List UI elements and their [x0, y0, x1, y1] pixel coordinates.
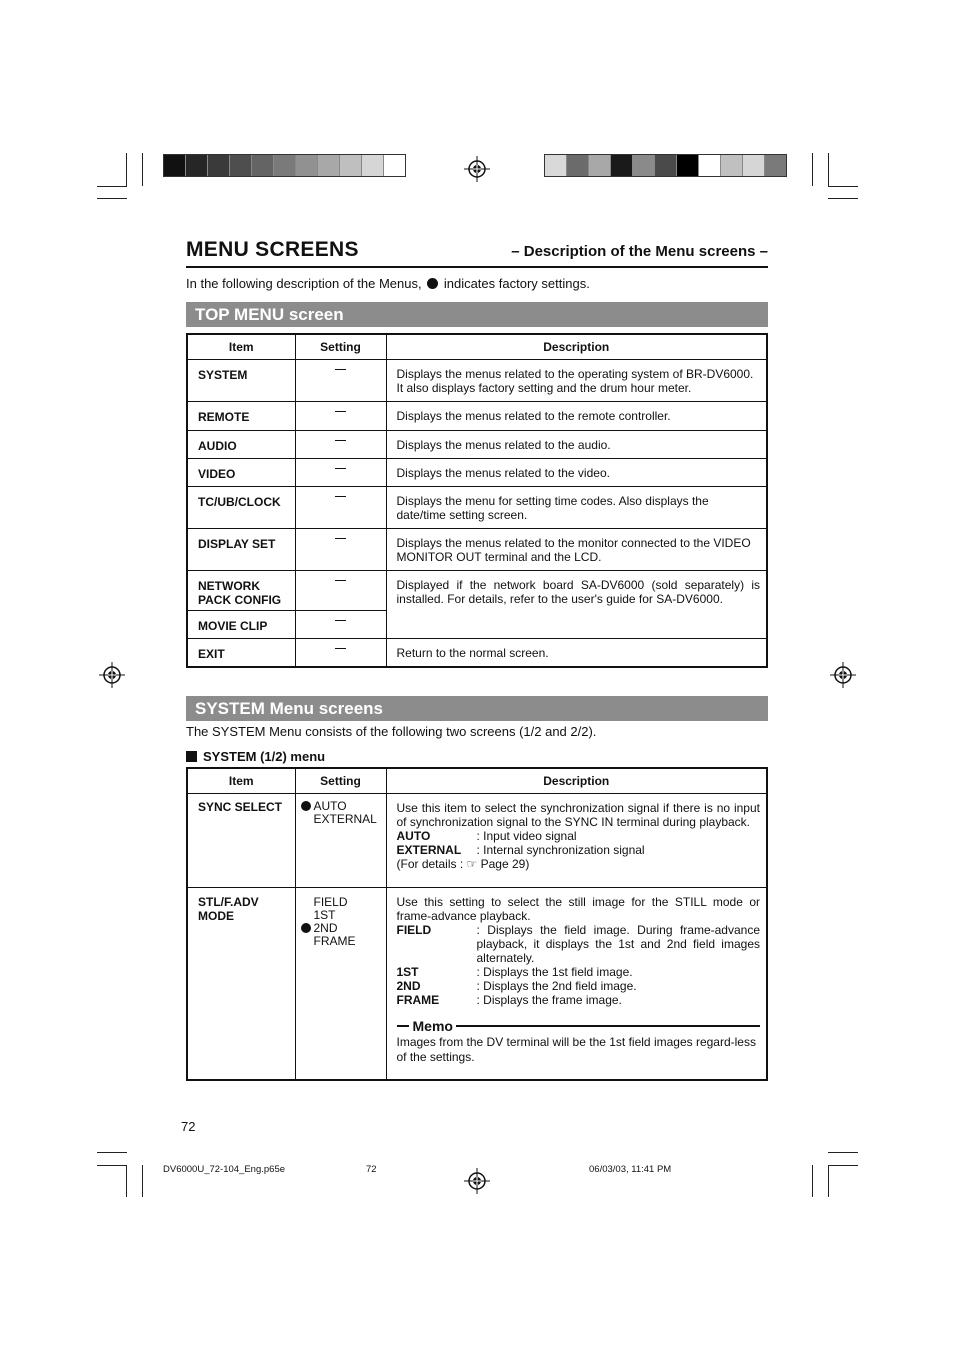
- intro-after: indicates factory settings.: [443, 276, 590, 291]
- color-swatch: [186, 155, 208, 176]
- value-line: [397, 979, 761, 993]
- memo-rule: [397, 1025, 409, 1027]
- row-setting: [295, 571, 386, 611]
- color-swatch: [567, 155, 589, 176]
- color-swatch: [274, 155, 296, 176]
- column-header-setting: Setting: [295, 768, 386, 794]
- sync-description: Use this item to select the synchronization signal if there is no input of synchronization signal to the SYNC IN terminal during playback.: [396, 801, 760, 829]
- color-swatch: [230, 155, 252, 176]
- registration-mark-icon: [830, 662, 856, 688]
- row-description: Displays the menus related to the remote controller.: [386, 402, 767, 431]
- color-swatch: [589, 155, 611, 176]
- color-swatch: [721, 155, 743, 176]
- table-row: [187, 639, 767, 668]
- row-item: NETWORK PACK CONFIG: [187, 571, 295, 611]
- option-label: FRAME: [313, 934, 356, 948]
- table-row: [187, 529, 767, 571]
- dash-icon: [335, 496, 346, 497]
- row-setting: [295, 402, 386, 431]
- color-swatch: [677, 155, 699, 176]
- registration-mark-icon: [464, 1168, 490, 1194]
- row-description: Displays the menus related to the operating system of BR-DV6000. It also displays factory setting and the drum hour meter.: [386, 360, 767, 402]
- value-text: : Input video signal: [476, 829, 577, 843]
- table-row: [187, 571, 767, 611]
- row-setting-options: [295, 794, 386, 888]
- value-text: : Internal synchronization signal: [476, 843, 645, 857]
- column-header-description: Description: [386, 768, 767, 794]
- memo-title: Memo: [412, 1018, 453, 1034]
- row-description: [386, 888, 767, 1081]
- option-label: AUTO: [313, 799, 347, 813]
- row-setting: [295, 639, 386, 668]
- table-row-stl-mode: [187, 888, 767, 1081]
- dash-icon: [335, 580, 346, 581]
- value-key: FRAME: [396, 993, 440, 1007]
- value-key: 1ST: [396, 965, 419, 979]
- table-row: [187, 459, 767, 487]
- value-key: AUTO: [396, 829, 431, 843]
- row-item: AUDIO: [187, 431, 295, 459]
- color-swatch: [545, 155, 567, 176]
- intro-text: [186, 276, 590, 291]
- row-item: VIDEO: [187, 459, 295, 487]
- table-row: [187, 431, 767, 459]
- row-item: REMOTE: [187, 402, 295, 431]
- value-line: [397, 843, 761, 857]
- footer-timestamp: 06/03/03, 11:41 PM: [589, 1164, 672, 1175]
- page-subtitle: – Description of the Menu screens –: [511, 243, 768, 260]
- row-item: SYSTEM: [187, 360, 295, 402]
- intro-before: In the following description of the Menus,: [186, 276, 422, 291]
- memo-rule: [456, 1025, 760, 1027]
- dash-icon: [335, 538, 346, 539]
- option-label: 2ND: [313, 921, 338, 935]
- color-swatch: [611, 155, 633, 176]
- color-swatch: [296, 155, 318, 176]
- value-key: FIELD: [396, 923, 432, 937]
- table-row: [187, 360, 767, 402]
- table-row-sync-select: [187, 794, 767, 888]
- top-menu-section-title: TOP MENU screen: [186, 302, 768, 327]
- footer-file-name: DV6000U_72-104_Eng.p65e: [163, 1164, 286, 1175]
- column-header-setting: Setting: [295, 334, 386, 360]
- row-description: Displays the menu for setting time codes. Also displays the date/time setting screen.: [386, 487, 767, 529]
- value-key: EXTERNAL: [396, 843, 462, 857]
- option-external: [297, 813, 385, 826]
- value-line: [397, 829, 761, 843]
- memo-text: Images from the DV terminal will be the 1st field images regard-less of the settings.: [396, 1035, 756, 1064]
- color-swatch: [765, 155, 786, 176]
- value-line: [397, 965, 761, 979]
- row-description: Displayed if the network board SA-DV6000 (sold separately) is installed. For details, refer to the user's guide for SA-DV6000.: [386, 571, 767, 639]
- column-header-item: Item: [187, 334, 295, 360]
- row-description: Return to the normal screen.: [386, 639, 767, 668]
- row-description: Displays the menus related to the monitor connected to the VIDEO MONITOR OUT terminal and the LCD.: [386, 529, 767, 571]
- title-rule: [186, 266, 768, 268]
- row-item: TC/UB/CLOCK: [187, 487, 295, 529]
- dash-icon: [335, 369, 346, 370]
- system-menu-intro: The SYSTEM Menu consists of the following two screens (1/2 and 2/2).: [186, 724, 597, 739]
- dash-icon: [335, 440, 346, 441]
- table-row: [187, 402, 767, 431]
- option-field: [297, 896, 385, 909]
- column-header-item: Item: [187, 768, 295, 794]
- page-reference: (For details : ☞ Page 29): [396, 857, 530, 871]
- row-setting: [295, 611, 386, 639]
- option-frame: [297, 935, 385, 948]
- table-header-row: [187, 768, 767, 794]
- color-swatch: [384, 155, 405, 176]
- page-number: 72: [181, 1119, 196, 1134]
- row-setting: [295, 431, 386, 459]
- dash-icon: [335, 648, 346, 649]
- value-text: : Displays the 1st field image.: [476, 965, 633, 979]
- dash-icon: [335, 411, 346, 412]
- row-description: Displays the menus related to the audio.: [386, 431, 767, 459]
- row-description: [386, 794, 767, 888]
- system-menu-section-title: SYSTEM Menu screens: [186, 696, 768, 721]
- row-description: Displays the menus related to the video.: [386, 459, 767, 487]
- row-item: EXIT: [187, 639, 295, 668]
- row-setting: [295, 360, 386, 402]
- color-swatch: [633, 155, 655, 176]
- value-text: : Displays the field image. During frame-advance playback, it displays the 1st and 2nd field images alternately.: [476, 923, 760, 965]
- system-menu-table: [186, 767, 768, 1081]
- option-1st: [297, 909, 385, 922]
- square-bullet-icon: [186, 751, 197, 762]
- option-label: FIELD: [313, 895, 348, 909]
- color-swatch: [699, 155, 721, 176]
- system-submenu-heading: [186, 749, 325, 764]
- value-text: : Displays the 2nd field image.: [476, 979, 637, 993]
- row-setting: [295, 529, 386, 571]
- memo-heading: [397, 1019, 761, 1033]
- color-swatch: [743, 155, 765, 176]
- row-item: STL/F.ADV MODE: [187, 888, 295, 1081]
- color-swatch: [252, 155, 274, 176]
- row-item: SYNC SELECT: [187, 794, 295, 888]
- value-line: [397, 993, 761, 1007]
- value-key: 2ND: [396, 979, 421, 993]
- stl-description: Use this setting to select the still image for the STILL mode or frame-advance playback.: [396, 895, 760, 923]
- option-label: EXTERNAL: [313, 812, 377, 826]
- color-swatch: [164, 155, 186, 176]
- page-title: MENU SCREENS: [186, 238, 359, 261]
- row-setting-options: [295, 888, 386, 1081]
- row-setting: [295, 487, 386, 529]
- row-item: MOVIE CLIP: [187, 611, 295, 639]
- factory-setting-bullet-icon: [427, 278, 438, 289]
- dash-icon: [335, 620, 346, 621]
- dash-icon: [335, 468, 346, 469]
- option-label: 1ST: [313, 908, 336, 922]
- color-swatch: [340, 155, 362, 176]
- factory-setting-bullet-icon: [301, 923, 311, 933]
- top-menu-table: [186, 333, 768, 668]
- footer-file-page: 72: [366, 1164, 377, 1175]
- registration-mark-icon: [99, 662, 125, 688]
- row-setting: [295, 459, 386, 487]
- table-header-row: [187, 334, 767, 360]
- color-bar-left: [163, 154, 406, 177]
- factory-setting-bullet-icon: [301, 801, 311, 811]
- table-row: [187, 487, 767, 529]
- color-bar-right: [544, 154, 787, 177]
- row-item: DISPLAY SET: [187, 529, 295, 571]
- column-header-description: Description: [386, 334, 767, 360]
- color-swatch: [208, 155, 230, 176]
- value-text: : Displays the frame image.: [476, 993, 622, 1007]
- color-swatch: [655, 155, 677, 176]
- registration-mark-icon: [464, 156, 490, 182]
- color-swatch: [362, 155, 384, 176]
- value-line: [397, 923, 761, 965]
- color-swatch: [318, 155, 340, 176]
- sub-heading-text: SYSTEM (1/2) menu: [203, 749, 326, 764]
